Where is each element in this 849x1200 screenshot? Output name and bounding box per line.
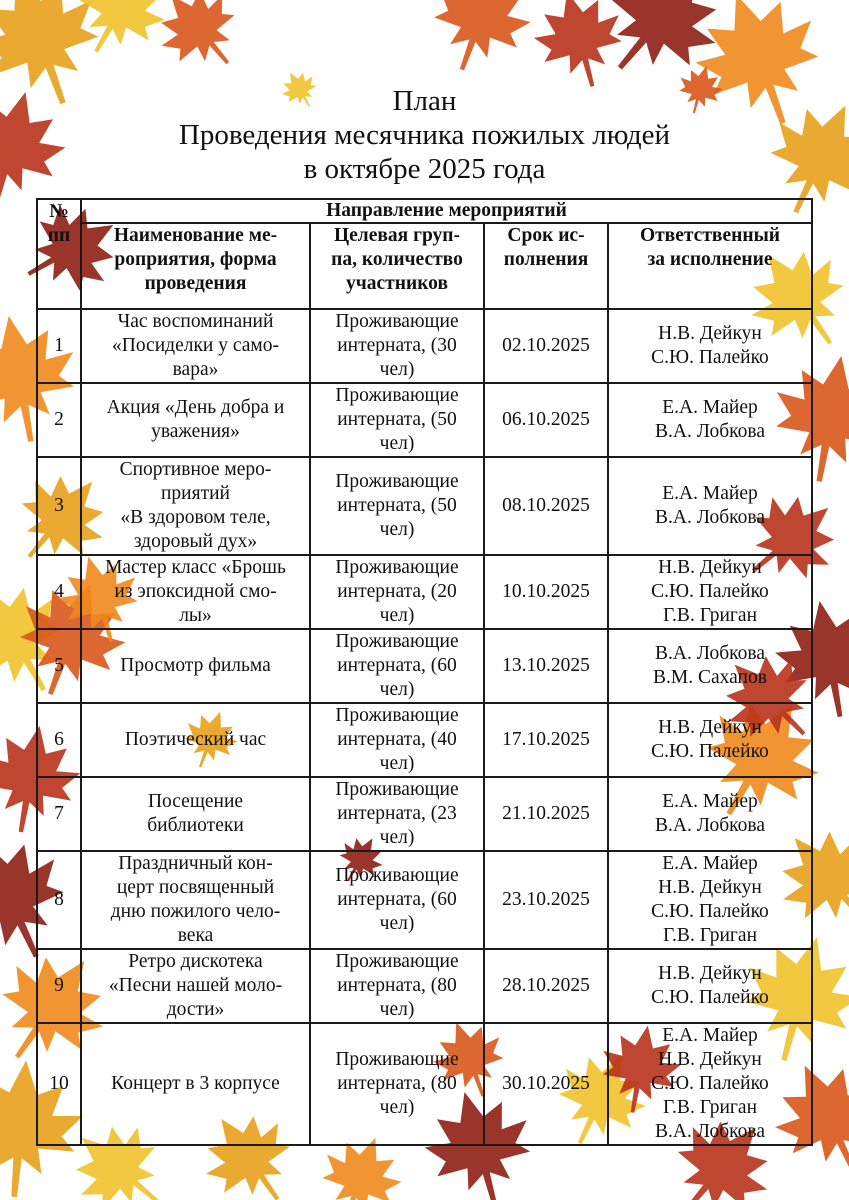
- table-row: [37, 949, 812, 1023]
- cell-target-group: Проживающие интерната, (80 чел): [310, 1023, 484, 1145]
- cell-number: 2: [37, 383, 81, 457]
- cell-date: 13.10.2025: [484, 629, 608, 703]
- table-row: [37, 383, 812, 457]
- cell-number: 3: [37, 457, 81, 555]
- title-line-3: в октябре 2025 года: [303, 153, 546, 185]
- header-group: Направление мероприятий: [81, 199, 812, 223]
- cell-date: 02.10.2025: [484, 309, 608, 383]
- cell-event-name: Акция «День добра и уважения»: [81, 383, 310, 457]
- cell-date: 23.10.2025: [484, 851, 608, 949]
- maple-leaf-icon: [416, 0, 544, 86]
- table-row: [37, 555, 812, 629]
- cell-responsible: Н.В. Дейкун С.Ю. Палейко Г.В. Григан: [608, 555, 812, 629]
- cell-event-name: Концерт в 3 корпусе: [81, 1023, 310, 1145]
- table-row: [37, 457, 812, 555]
- events-plan-table: [36, 198, 813, 1146]
- cell-target-group: Проживающие интерната, (40 чел): [310, 703, 484, 777]
- cell-target-group: Проживающие интерната, (20 чел): [310, 555, 484, 629]
- cell-target-group: Проживающие интерната, (30 чел): [310, 309, 484, 383]
- cell-target-group: Проживающие интерната, (50 чел): [310, 457, 484, 555]
- header-number: № пп: [37, 199, 81, 309]
- cell-event-name: Поэтический час: [81, 703, 310, 777]
- cell-number: 5: [37, 629, 81, 703]
- document-title: [0, 84, 849, 186]
- cell-number: 8: [37, 851, 81, 949]
- title-line-2: Проведения месячника пожилых людей: [178, 119, 671, 151]
- cell-date: 10.10.2025: [484, 555, 608, 629]
- cell-event-name: Час воспоминаний «Посиделки у само- вара»: [81, 309, 310, 383]
- cell-responsible: Е.А. Майер Н.В. Дейкун С.Ю. Палейко Г.В. Григан В.А. Лобкова: [608, 1023, 812, 1145]
- maple-leaf-icon: [141, 0, 258, 89]
- cell-date: 06.10.2025: [484, 383, 608, 457]
- header-responsible: Ответственный за исполнение: [608, 223, 812, 309]
- cell-responsible: Н.В. Дейкун С.Ю. Палейко: [608, 703, 812, 777]
- table-row: [37, 629, 812, 703]
- cell-target-group: Проживающие интерната, (50 чел): [310, 383, 484, 457]
- header-deadline: Срок ис- полнения: [484, 223, 608, 309]
- header-target-group: Целевая груп- па, количество участников: [310, 223, 484, 309]
- cell-number: 7: [37, 777, 81, 851]
- cell-date: 28.10.2025: [484, 949, 608, 1023]
- table-row: [37, 851, 812, 949]
- table-row: [37, 777, 812, 851]
- cell-number: 6: [37, 703, 81, 777]
- cell-event-name: Просмотр фильма: [81, 629, 310, 703]
- cell-responsible: Е.А. Майер В.А. Лобкова: [608, 777, 812, 851]
- cell-date: 17.10.2025: [484, 703, 608, 777]
- title-line-1: План: [392, 85, 457, 117]
- cell-target-group: Проживающие интерната, (60 чел): [310, 851, 484, 949]
- cell-number: 4: [37, 555, 81, 629]
- cell-responsible: Е.А. Майер В.А. Лобкова: [608, 457, 812, 555]
- cell-responsible: Е.А. Майер Н.В. Дейкун С.Ю. Палейко Г.В. Григан: [608, 851, 812, 949]
- cell-event-name: Ретро дискотека «Песни нашей моло- дости»: [81, 949, 310, 1023]
- cell-event-name: Праздничный кон- церт посвященный дню пожилого чело- века: [81, 851, 310, 949]
- table-row: [37, 1023, 812, 1145]
- cell-number: 1: [37, 309, 81, 383]
- cell-target-group: Проживающие интерната, (60 чел): [310, 629, 484, 703]
- table-row: [37, 703, 812, 777]
- cell-date: 30.10.2025: [484, 1023, 608, 1145]
- cell-target-group: Проживающие интерната, (23 чел): [310, 777, 484, 851]
- cell-responsible: Е.А. Майер В.А. Лобкова: [608, 383, 812, 457]
- header-event-name: Наименование ме- роприятия, форма проведения: [81, 223, 310, 309]
- cell-responsible: В.А. Лобкова В.М. Сахапов: [608, 629, 812, 703]
- cell-number: 9: [37, 949, 81, 1023]
- table-row: [37, 309, 812, 383]
- cell-date: 21.10.2025: [484, 777, 608, 851]
- cell-responsible: Н.В. Дейкун С.Ю. Палейко: [608, 949, 812, 1023]
- cell-event-name: Спортивное меро- приятий «В здоровом теле, здоровый дух»: [81, 457, 310, 555]
- cell-target-group: Проживающие интерната, (80 чел): [310, 949, 484, 1023]
- cell-date: 08.10.2025: [484, 457, 608, 555]
- cell-number: 10: [37, 1023, 81, 1145]
- cell-responsible: Н.В. Дейкун С.Ю. Палейко: [608, 309, 812, 383]
- cell-event-name: Посещение библиотеки: [81, 777, 310, 851]
- cell-event-name: Мастер класс «Брошь из эпоксидной смо- лы»: [81, 555, 310, 629]
